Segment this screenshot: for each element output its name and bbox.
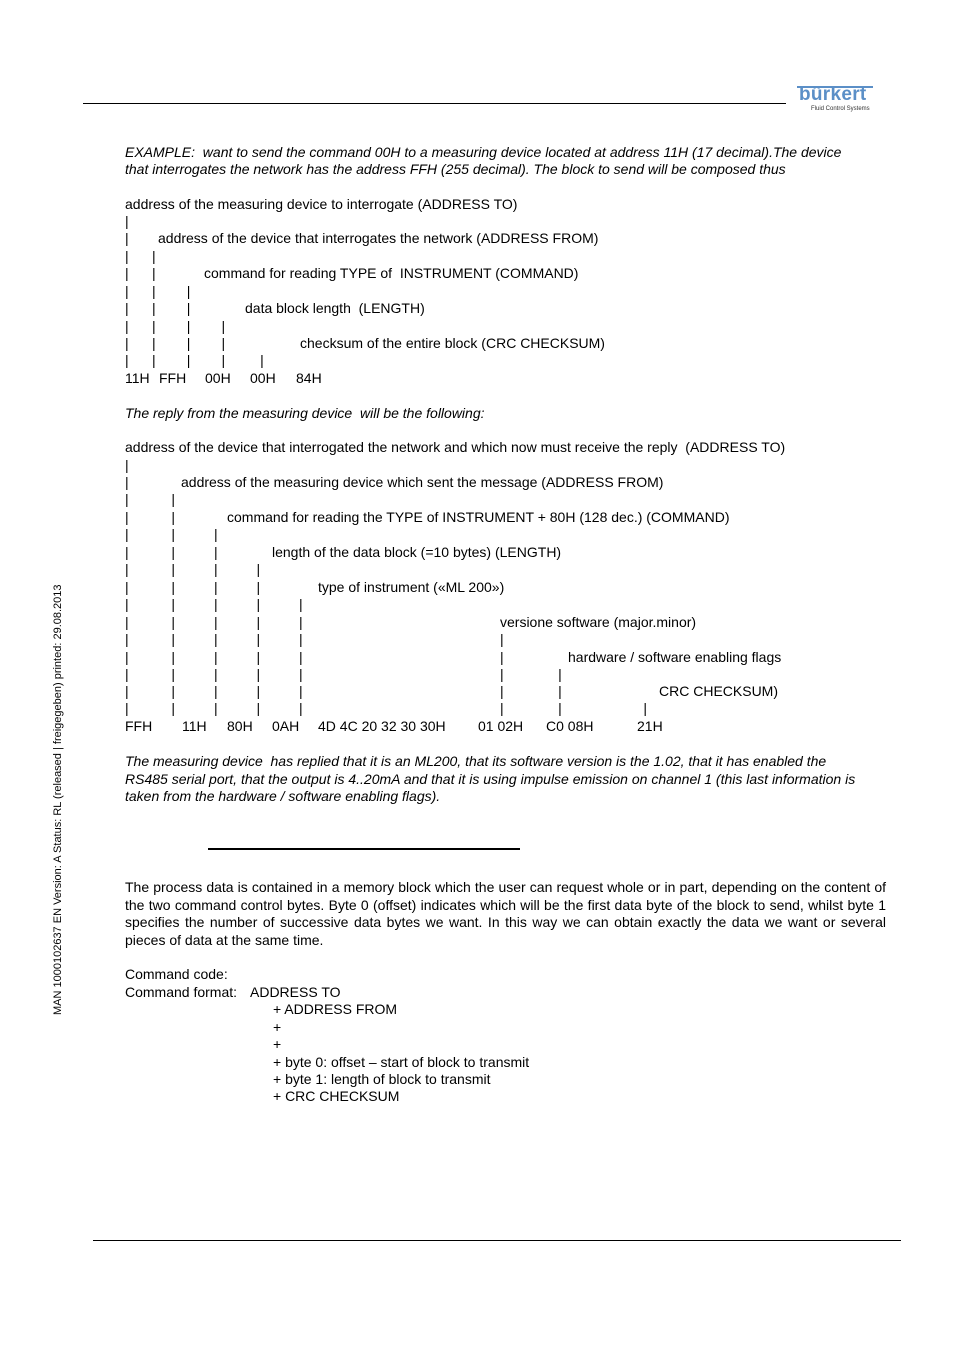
send-pipes: | | | | <box>125 335 226 351</box>
reply-pipes: | | | | | <box>125 683 303 699</box>
logo-word: bürkert <box>799 84 867 105</box>
send-byte-3: 00H <box>205 370 231 386</box>
send-pipes: | | | | | <box>125 352 264 368</box>
reply-pipes: | | | | <box>125 579 261 595</box>
command-format-item: + <box>273 1036 282 1052</box>
reply-byte-8: 21H <box>637 718 663 734</box>
send-pipes: | <box>125 213 129 229</box>
send-pipes: | | <box>125 265 156 281</box>
reply-pipes: | | | | | <box>125 649 303 665</box>
command-format-item: + CRC CHECKSUM <box>273 1088 400 1104</box>
command-format-label: Command format: <box>125 984 238 1000</box>
reply-label-length: length of the data block (=10 bytes) (LENGTH) <box>272 544 562 560</box>
reply-label-crc: CRC CHECKSUM) <box>659 683 778 699</box>
reply-explanation-line-1: The measuring device has replied that it is an ML200, that its software version is the 1.02, that it has enabled the <box>125 753 827 769</box>
reply-byte-3: 80H <box>227 718 253 734</box>
send-pipes: | | | <box>125 283 191 299</box>
send-label-address-to: address of the measuring device to interrogate (ADDRESS TO) <box>125 196 518 212</box>
send-pipes: | | | <box>125 300 191 316</box>
section-heading-underline <box>208 848 520 850</box>
reply-byte-6: 01 02H <box>478 718 524 734</box>
reply-pipes: | | | <box>125 526 218 542</box>
example-intro-line-2: that interrogates the network has the address FFH (255 decimal). The block to send will be composed thus <box>125 161 786 177</box>
reply-pipes: | | | | | <box>125 596 303 612</box>
send-label-command: command for reading TYPE of INSTRUMENT (COMMAND) <box>204 265 579 281</box>
reply-label-command: command for reading the TYPE of INSTRUMENT + 80H (128 dec.) (COMMAND) <box>227 509 730 525</box>
command-format-item: + <box>273 1019 282 1035</box>
reply-pipes: | | | <box>125 544 218 560</box>
reply-pipes: | | | | | <box>125 631 303 647</box>
reply-pipes: | <box>500 631 504 647</box>
reply-byte-4: 0AH <box>272 718 300 734</box>
reply-byte-2: 11H <box>182 718 207 734</box>
send-byte-2: FFH <box>159 370 187 386</box>
reply-pipes: | | | | | <box>125 700 303 716</box>
command-format-item: + byte 1: length of block to transmit <box>273 1071 491 1087</box>
example-intro-line-1: EXAMPLE: want to send the command 00H to a measuring device located at address 11H (17 decimal).The device <box>125 144 842 160</box>
reply-pipes: | | <box>125 491 176 507</box>
header-rule <box>83 103 786 104</box>
reply-pipes: | | <box>500 683 562 699</box>
reply-intro: The reply from the measuring device will be the following: <box>125 405 485 421</box>
send-label-crc: checksum of the entire block (CRC CHECKSUM) <box>300 335 605 351</box>
reply-explanation-line-2: RS485 serial port, that the output is 4..20mA and that it is using impulse emission on channel 1 (this last information is <box>125 771 856 787</box>
reply-pipes: | | | <box>500 700 648 716</box>
reply-label-flags: hardware / software enabling flags <box>568 649 782 665</box>
reply-byte-1: FFH <box>125 718 153 734</box>
reply-pipes: | | | | | <box>125 666 303 682</box>
send-pipes: | | <box>125 248 156 264</box>
reply-byte-7: C0 08H <box>546 718 594 734</box>
reply-explanation-line-3: taken from the hardware / software enabling flags). <box>125 788 441 804</box>
reply-byte-5: 4D 4C 20 32 30 30H <box>318 718 446 734</box>
command-code-label: Command code: <box>125 966 228 982</box>
reply-label-version: versione software (major.minor) <box>500 614 697 630</box>
burkert-logo <box>797 86 873 116</box>
reply-pipes: | <box>125 457 129 473</box>
send-pipes: | <box>125 230 129 246</box>
reply-pipes: | | <box>500 666 562 682</box>
reply-pipes: | | <box>125 509 176 525</box>
send-label-address-from: address of the device that interrogates the network (ADDRESS FROM) <box>158 230 599 246</box>
reply-label-address-to: address of the device that interrogated the network and which now must receive the reply (ADDRESS TO) <box>125 439 786 455</box>
command-format-item: + ADDRESS FROM <box>273 1001 398 1017</box>
side-document-info: MAN 1000102637 EN Version: A Status: RL (released | freigegeben) printed: 29.08.2013 <box>52 584 64 1015</box>
reply-pipes: | <box>500 649 504 665</box>
reply-pipes: | <box>125 474 129 490</box>
reply-label-address-from: address of the measuring device which sent the message (ADDRESS FROM) <box>181 474 664 490</box>
send-pipes: | | | | <box>125 318 226 334</box>
send-byte-4: 00H <box>250 370 276 386</box>
process-data-paragraph: The process data is contained in a memory block which the user can request whole or in part, depending on the content of the two command control bytes. Byte 0 (offset) indicates which will be the first data byte of the block to send, whilst byte 1 specifies the number of successive data bytes we want. In this way we can obtain exactly the data we want or several pieces of data at the same time. <box>125 879 886 948</box>
send-byte-1: 11H <box>125 370 150 386</box>
footer-rule <box>93 1240 901 1241</box>
logo-tagline: Fluid Control Systems <box>811 106 870 112</box>
command-format-item: + byte 0: offset – start of block to transmit <box>273 1054 530 1070</box>
command-format-item: ADDRESS TO <box>250 984 341 1000</box>
reply-label-type: type of instrument («ML 200») <box>318 579 505 595</box>
reply-pipes: | | | | | <box>125 614 303 630</box>
send-byte-5: 84H <box>296 370 322 386</box>
send-label-length: data block length (LENGTH) <box>245 300 425 316</box>
reply-pipes: | | | | <box>125 561 261 577</box>
